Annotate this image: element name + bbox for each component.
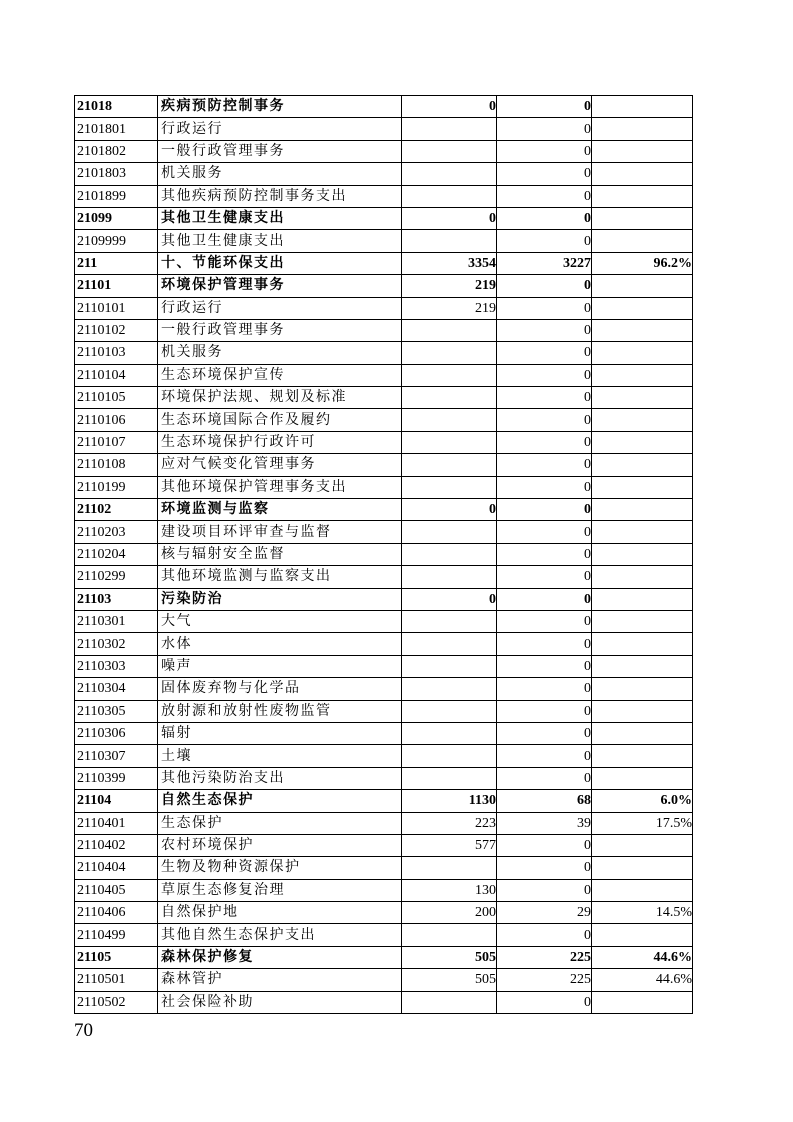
table-row <box>75 700 693 722</box>
cell-percent <box>592 767 693 789</box>
cell-amount-a <box>402 543 497 565</box>
cell-item-name: 行政运行 <box>158 118 402 140</box>
cell-percent <box>592 924 693 946</box>
cell-item-name: 环境保护法规、规划及标准 <box>158 387 402 409</box>
cell-code: 21104 <box>75 790 158 812</box>
cell-item-name: 其他环境监测与监察支出 <box>158 566 402 588</box>
table-row <box>75 991 693 1013</box>
cell-amount-b: 0 <box>497 521 592 543</box>
cell-amount-b: 0 <box>497 543 592 565</box>
cell-amount-a: 219 <box>402 275 497 297</box>
table-row <box>75 722 693 744</box>
cell-amount-a <box>402 409 497 431</box>
cell-amount-a <box>402 566 497 588</box>
table-row <box>75 230 693 252</box>
cell-code: 211 <box>75 252 158 274</box>
cell-percent <box>592 342 693 364</box>
cell-amount-b: 0 <box>497 700 592 722</box>
table-row <box>75 431 693 453</box>
cell-percent <box>592 543 693 565</box>
table-row <box>75 879 693 901</box>
cell-percent <box>592 319 693 341</box>
cell-code: 2110107 <box>75 431 158 453</box>
cell-item-name: 疾病预防控制事务 <box>158 96 402 118</box>
cell-code: 2110399 <box>75 767 158 789</box>
cell-item-name: 机关服务 <box>158 342 402 364</box>
cell-code: 2110502 <box>75 991 158 1013</box>
cell-amount-b: 0 <box>497 364 592 386</box>
cell-amount-a <box>402 454 497 476</box>
table-row <box>75 96 693 118</box>
cell-amount-a <box>402 767 497 789</box>
cell-percent <box>592 118 693 140</box>
cell-amount-b: 0 <box>497 275 592 297</box>
cell-item-name: 固体废弃物与化学品 <box>158 678 402 700</box>
cell-amount-b: 0 <box>497 342 592 364</box>
cell-code: 21105 <box>75 946 158 968</box>
cell-amount-b: 0 <box>497 834 592 856</box>
cell-percent <box>592 140 693 162</box>
cell-code: 2110101 <box>75 297 158 319</box>
table-row <box>75 834 693 856</box>
cell-percent <box>592 454 693 476</box>
cell-amount-a <box>402 521 497 543</box>
cell-item-name: 草原生态修复治理 <box>158 879 402 901</box>
table-row <box>75 364 693 386</box>
cell-percent <box>592 588 693 610</box>
cell-item-name: 建设项目环评审查与监督 <box>158 521 402 543</box>
table-row <box>75 319 693 341</box>
table-row <box>75 924 693 946</box>
cell-item-name: 环境监测与监察 <box>158 499 402 521</box>
cell-percent <box>592 655 693 677</box>
cell-amount-a <box>402 678 497 700</box>
table-row <box>75 275 693 297</box>
cell-item-name: 其他卫生健康支出 <box>158 207 402 229</box>
cell-amount-b: 29 <box>497 902 592 924</box>
cell-item-name: 一般行政管理事务 <box>158 319 402 341</box>
cell-percent <box>592 745 693 767</box>
cell-code: 21102 <box>75 499 158 521</box>
cell-amount-b: 0 <box>497 566 592 588</box>
table-row <box>75 902 693 924</box>
cell-item-name: 大气 <box>158 610 402 632</box>
cell-item-name: 十、节能环保支出 <box>158 252 402 274</box>
cell-item-name: 森林管护 <box>158 969 402 991</box>
cell-code: 21101 <box>75 275 158 297</box>
cell-code: 2110106 <box>75 409 158 431</box>
table-row <box>75 185 693 207</box>
cell-amount-b: 0 <box>497 745 592 767</box>
cell-code: 2110405 <box>75 879 158 901</box>
table-row <box>75 767 693 789</box>
cell-code: 2110306 <box>75 722 158 744</box>
cell-item-name: 污染防治 <box>158 588 402 610</box>
cell-percent <box>592 700 693 722</box>
cell-percent: 14.5% <box>592 902 693 924</box>
cell-amount-a: 130 <box>402 879 497 901</box>
cell-item-name: 生物及物种资源保护 <box>158 857 402 879</box>
cell-percent <box>592 387 693 409</box>
cell-code: 2110199 <box>75 476 158 498</box>
cell-item-name: 土壤 <box>158 745 402 767</box>
cell-item-name: 行政运行 <box>158 297 402 319</box>
cell-amount-b: 0 <box>497 879 592 901</box>
cell-amount-b: 0 <box>497 476 592 498</box>
cell-item-name: 自然生态保护 <box>158 790 402 812</box>
cell-amount-b: 0 <box>497 163 592 185</box>
cell-amount-a <box>402 610 497 632</box>
cell-amount-a <box>402 476 497 498</box>
cell-code: 2101899 <box>75 185 158 207</box>
cell-amount-a: 1130 <box>402 790 497 812</box>
cell-item-name: 生态环境保护行政许可 <box>158 431 402 453</box>
cell-amount-a: 577 <box>402 834 497 856</box>
table-row <box>75 610 693 632</box>
cell-percent <box>592 633 693 655</box>
cell-item-name: 生态环境保护宣传 <box>158 364 402 386</box>
cell-amount-a <box>402 185 497 207</box>
cell-code: 2101801 <box>75 118 158 140</box>
table-row <box>75 566 693 588</box>
cell-amount-b: 0 <box>497 185 592 207</box>
cell-code: 2110307 <box>75 745 158 767</box>
cell-code: 2101802 <box>75 140 158 162</box>
cell-percent <box>592 476 693 498</box>
cell-code: 2109999 <box>75 230 158 252</box>
cell-percent <box>592 991 693 1013</box>
cell-code: 2110104 <box>75 364 158 386</box>
cell-amount-a <box>402 633 497 655</box>
cell-amount-a <box>402 655 497 677</box>
cell-item-name: 森林保护修复 <box>158 946 402 968</box>
table-row <box>75 476 693 498</box>
cell-item-name: 环境保护管理事务 <box>158 275 402 297</box>
cell-code: 2110299 <box>75 566 158 588</box>
cell-percent <box>592 678 693 700</box>
table-row <box>75 969 693 991</box>
cell-percent <box>592 364 693 386</box>
cell-percent <box>592 857 693 879</box>
cell-code: 2110303 <box>75 655 158 677</box>
table-row <box>75 118 693 140</box>
table-row <box>75 812 693 834</box>
table-row <box>75 521 693 543</box>
cell-item-name: 农村环境保护 <box>158 834 402 856</box>
cell-amount-b: 225 <box>497 969 592 991</box>
cell-amount-b: 0 <box>497 610 592 632</box>
cell-percent <box>592 521 693 543</box>
cell-amount-b: 0 <box>497 633 592 655</box>
cell-amount-b: 0 <box>497 857 592 879</box>
cell-percent <box>592 834 693 856</box>
table-row <box>75 252 693 274</box>
cell-percent <box>592 96 693 118</box>
cell-amount-b: 0 <box>497 499 592 521</box>
cell-item-name: 应对气候变化管理事务 <box>158 454 402 476</box>
cell-percent <box>592 409 693 431</box>
cell-amount-a <box>402 431 497 453</box>
cell-item-name: 其他污染防治支出 <box>158 767 402 789</box>
table-row <box>75 655 693 677</box>
budget-table-body <box>75 96 693 1014</box>
cell-amount-b: 0 <box>497 207 592 229</box>
cell-code: 2110301 <box>75 610 158 632</box>
cell-percent <box>592 879 693 901</box>
cell-percent <box>592 185 693 207</box>
cell-amount-a: 505 <box>402 969 497 991</box>
cell-percent <box>592 499 693 521</box>
cell-amount-b: 0 <box>497 387 592 409</box>
cell-amount-a <box>402 924 497 946</box>
cell-amount-a <box>402 991 497 1013</box>
cell-amount-b: 68 <box>497 790 592 812</box>
cell-amount-b: 0 <box>497 230 592 252</box>
cell-amount-b: 0 <box>497 319 592 341</box>
cell-item-name: 其他卫生健康支出 <box>158 230 402 252</box>
cell-code: 21103 <box>75 588 158 610</box>
cell-code: 2110108 <box>75 454 158 476</box>
cell-amount-b: 0 <box>497 655 592 677</box>
cell-percent: 17.5% <box>592 812 693 834</box>
cell-percent <box>592 297 693 319</box>
cell-percent: 44.6% <box>592 969 693 991</box>
cell-amount-b: 3227 <box>497 252 592 274</box>
cell-code: 21099 <box>75 207 158 229</box>
cell-code: 2110501 <box>75 969 158 991</box>
cell-code: 2110305 <box>75 700 158 722</box>
cell-amount-a <box>402 745 497 767</box>
cell-amount-b: 225 <box>497 946 592 968</box>
table-row <box>75 946 693 968</box>
cell-item-name: 自然保护地 <box>158 902 402 924</box>
table-row <box>75 857 693 879</box>
cell-code: 2110406 <box>75 902 158 924</box>
cell-item-name: 社会保险补助 <box>158 991 402 1013</box>
table-row <box>75 633 693 655</box>
cell-item-name: 其他疾病预防控制事务支出 <box>158 185 402 207</box>
cell-item-name: 水体 <box>158 633 402 655</box>
cell-amount-b: 0 <box>497 140 592 162</box>
page-number: 70 <box>74 1020 93 1041</box>
cell-amount-a <box>402 319 497 341</box>
table-row <box>75 409 693 431</box>
cell-amount-a <box>402 387 497 409</box>
table-row <box>75 588 693 610</box>
cell-percent: 44.6% <box>592 946 693 968</box>
cell-amount-a: 0 <box>402 499 497 521</box>
cell-amount-b: 0 <box>497 588 592 610</box>
cell-amount-a <box>402 857 497 879</box>
cell-percent <box>592 230 693 252</box>
table-row <box>75 543 693 565</box>
cell-percent: 6.0% <box>592 790 693 812</box>
cell-amount-b: 0 <box>497 767 592 789</box>
cell-item-name: 机关服务 <box>158 163 402 185</box>
table-row <box>75 678 693 700</box>
table-row <box>75 790 693 812</box>
cell-amount-a: 219 <box>402 297 497 319</box>
table-row <box>75 140 693 162</box>
cell-amount-a: 0 <box>402 96 497 118</box>
cell-amount-a: 0 <box>402 207 497 229</box>
cell-amount-b: 0 <box>497 678 592 700</box>
cell-code: 2110404 <box>75 857 158 879</box>
cell-percent <box>592 431 693 453</box>
cell-amount-a <box>402 163 497 185</box>
cell-item-name: 核与辐射安全监督 <box>158 543 402 565</box>
cell-percent <box>592 610 693 632</box>
cell-amount-a: 223 <box>402 812 497 834</box>
cell-amount-b: 0 <box>497 924 592 946</box>
cell-percent: 96.2% <box>592 252 693 274</box>
table-row <box>75 745 693 767</box>
cell-amount-a <box>402 722 497 744</box>
cell-code: 2110401 <box>75 812 158 834</box>
cell-code: 2110402 <box>75 834 158 856</box>
cell-percent <box>592 722 693 744</box>
cell-amount-b: 0 <box>497 409 592 431</box>
cell-amount-a: 200 <box>402 902 497 924</box>
cell-item-name: 放射源和放射性废物监管 <box>158 700 402 722</box>
cell-item-name: 一般行政管理事务 <box>158 140 402 162</box>
cell-amount-a: 505 <box>402 946 497 968</box>
cell-code: 2101803 <box>75 163 158 185</box>
table-row <box>75 454 693 476</box>
cell-amount-b: 0 <box>497 454 592 476</box>
cell-code: 2110499 <box>75 924 158 946</box>
table-row <box>75 163 693 185</box>
cell-item-name: 其他自然生态保护支出 <box>158 924 402 946</box>
table-row <box>75 297 693 319</box>
cell-item-name: 其他环境保护管理事务支出 <box>158 476 402 498</box>
cell-amount-a <box>402 342 497 364</box>
table-row <box>75 499 693 521</box>
cell-code: 2110105 <box>75 387 158 409</box>
cell-amount-b: 39 <box>497 812 592 834</box>
cell-amount-a <box>402 118 497 140</box>
cell-amount-a <box>402 364 497 386</box>
cell-code: 2110304 <box>75 678 158 700</box>
cell-amount-b: 0 <box>497 297 592 319</box>
cell-amount-b: 0 <box>497 722 592 744</box>
table-row <box>75 207 693 229</box>
cell-item-name: 生态环境国际合作及履约 <box>158 409 402 431</box>
cell-code: 2110204 <box>75 543 158 565</box>
cell-item-name: 生态保护 <box>158 812 402 834</box>
cell-percent <box>592 163 693 185</box>
cell-amount-a <box>402 140 497 162</box>
cell-code: 2110103 <box>75 342 158 364</box>
cell-amount-a <box>402 230 497 252</box>
cell-amount-a <box>402 700 497 722</box>
cell-amount-b: 0 <box>497 431 592 453</box>
cell-item-name: 噪声 <box>158 655 402 677</box>
cell-code: 2110102 <box>75 319 158 341</box>
cell-code: 2110302 <box>75 633 158 655</box>
cell-amount-a: 3354 <box>402 252 497 274</box>
cell-percent <box>592 207 693 229</box>
table-row <box>75 342 693 364</box>
cell-amount-a: 0 <box>402 588 497 610</box>
cell-amount-b: 0 <box>497 991 592 1013</box>
cell-percent <box>592 275 693 297</box>
table-row <box>75 387 693 409</box>
cell-percent <box>592 566 693 588</box>
cell-code: 2110203 <box>75 521 158 543</box>
cell-amount-b: 0 <box>497 118 592 140</box>
cell-amount-b: 0 <box>497 96 592 118</box>
cell-item-name: 辐射 <box>158 722 402 744</box>
cell-code: 21018 <box>75 96 158 118</box>
budget-table <box>74 95 693 1014</box>
